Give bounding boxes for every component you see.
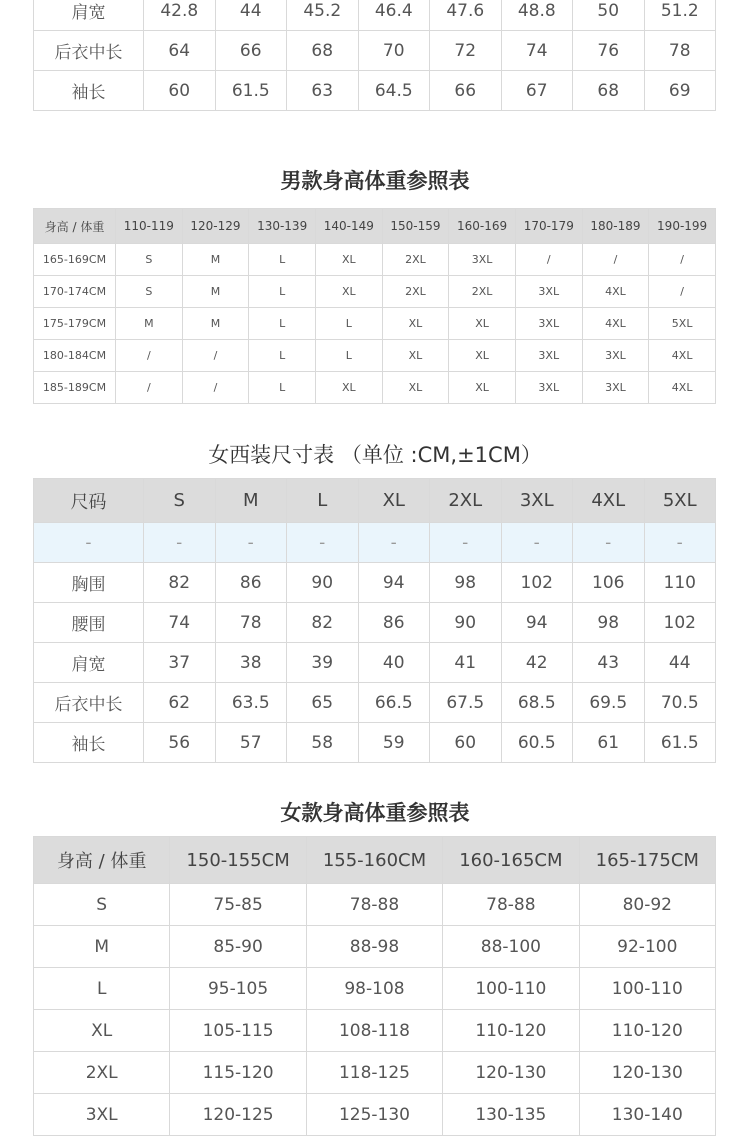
table-cell: XL: [382, 340, 449, 372]
row-label-cell: 身高 / 体重: [34, 209, 116, 244]
table-cell: 61.5: [215, 71, 287, 111]
row-label-cell: 185-189CM: [34, 372, 116, 404]
row-label-cell: 肩宽: [34, 0, 144, 31]
table-row: [34, 563, 716, 603]
table-cell: XL: [315, 244, 382, 276]
table-cell: 98-108: [306, 968, 442, 1010]
table-cell: -: [144, 523, 216, 563]
table-cell: /: [116, 372, 183, 404]
table-cell: 2XL: [382, 276, 449, 308]
row-label-cell: 180-184CM: [34, 340, 116, 372]
blank-row: [34, 523, 716, 563]
table-cell: 5XL: [649, 308, 716, 340]
table-cell: 82: [287, 603, 359, 643]
table-cell: 66: [430, 71, 502, 111]
table-cell: 2XL: [382, 244, 449, 276]
row-label-cell: 身高 / 体重: [34, 837, 170, 884]
table-row: [34, 0, 716, 31]
table-row: [34, 723, 716, 763]
table-cell: 63.5: [215, 683, 287, 723]
table-cell: 59: [358, 723, 430, 763]
table-cell: 63: [287, 71, 359, 111]
table-cell: 120-125: [170, 1094, 306, 1136]
row-label-cell: 袖长: [34, 71, 144, 111]
table-cell: 125-130: [306, 1094, 442, 1136]
table-cell: L: [249, 244, 316, 276]
table-cell: 130-139: [249, 209, 316, 244]
table-cell: 160-169: [449, 209, 516, 244]
table-cell: /: [182, 372, 249, 404]
table-cell: 75-85: [170, 884, 306, 926]
table-cell: 98: [573, 603, 645, 643]
table-cell: XL: [382, 372, 449, 404]
table-cell: 155-160CM: [306, 837, 442, 884]
table-row: [34, 643, 716, 683]
table-cell: 51.2: [644, 0, 716, 31]
table-cell: 61.5: [644, 723, 716, 763]
table-cell: 42: [501, 643, 573, 683]
row-label-cell: -: [34, 523, 144, 563]
table-cell: 85-90: [170, 926, 306, 968]
table-cell: 45.2: [287, 0, 359, 31]
table-cell: M: [182, 244, 249, 276]
table-cell: 110: [644, 563, 716, 603]
table-cell: 86: [358, 603, 430, 643]
table-cell: 115-120: [170, 1052, 306, 1094]
table-cell: 68.5: [501, 683, 573, 723]
table-cell: 3XL: [501, 479, 573, 523]
table-cell: 42.8: [144, 0, 216, 31]
table-cell: 110-120: [579, 1010, 715, 1052]
table-cell: L: [249, 276, 316, 308]
table-cell: /: [582, 244, 649, 276]
table-cell: -: [358, 523, 430, 563]
table-cell: L: [249, 372, 316, 404]
table-cell: 130-135: [443, 1094, 579, 1136]
row-label-cell: 袖长: [34, 723, 144, 763]
table-cell: 62: [144, 683, 216, 723]
table-cell: -: [644, 523, 716, 563]
table-cell: 56: [144, 723, 216, 763]
table-cell: 160-165CM: [443, 837, 579, 884]
table-row: [34, 968, 716, 1010]
table-cell: 90: [287, 563, 359, 603]
table-cell: 120-130: [443, 1052, 579, 1094]
table-cell: 57: [215, 723, 287, 763]
table-cell: /: [116, 340, 183, 372]
table-cell: 4XL: [649, 372, 716, 404]
row-label-cell: 2XL: [34, 1052, 170, 1094]
table-cell: 90: [430, 603, 502, 643]
table-cell: 3XL: [515, 276, 582, 308]
table-cell: 40: [358, 643, 430, 683]
table-cell: 60: [144, 71, 216, 111]
table-row: [34, 372, 716, 404]
header-row: [34, 837, 716, 884]
table-row: [34, 884, 716, 926]
table-cell: 150-159: [382, 209, 449, 244]
table-cell: 92-100: [579, 926, 715, 968]
table-cell: 105-115: [170, 1010, 306, 1052]
table-cell: 130-140: [579, 1094, 715, 1136]
table-cell: 180-189: [582, 209, 649, 244]
table-cell: 74: [501, 31, 573, 71]
table-row: [34, 1010, 716, 1052]
table-cell: 78-88: [306, 884, 442, 926]
table-cell: 46.4: [358, 0, 430, 31]
table-cell: L: [315, 308, 382, 340]
table-cell: 43: [573, 643, 645, 683]
table-cell: 67.5: [430, 683, 502, 723]
table-cell: 74: [144, 603, 216, 643]
header-row: [34, 209, 716, 244]
table-cell: M: [215, 479, 287, 523]
table-cell: 44: [215, 0, 287, 31]
table-row: [34, 308, 716, 340]
header-row: [34, 479, 716, 523]
table-cell: 47.6: [430, 0, 502, 31]
table-cell: 68: [287, 31, 359, 71]
table-cell: 70: [358, 31, 430, 71]
row-label-cell: S: [34, 884, 170, 926]
table-cell: 39: [287, 643, 359, 683]
table-cell: XL: [315, 276, 382, 308]
row-label-cell: 175-179CM: [34, 308, 116, 340]
table-cell: 48.8: [501, 0, 573, 31]
table-cell: 4XL: [582, 276, 649, 308]
table-cell: 4XL: [573, 479, 645, 523]
women-suit-size-title: 女西装尺寸表 （单位 :CM,±1CM）: [208, 443, 542, 467]
table-cell: 102: [501, 563, 573, 603]
women-suit-size-table: [33, 478, 716, 763]
table-cell: /: [649, 244, 716, 276]
table-cell: XL: [449, 340, 516, 372]
row-label-cell: 尺码: [34, 479, 144, 523]
men-height-weight-title: 男款身高体重参照表: [280, 169, 470, 193]
table-cell: 61: [573, 723, 645, 763]
table-cell: 78-88: [443, 884, 579, 926]
table-row: [34, 926, 716, 968]
table-cell: 65: [287, 683, 359, 723]
table-cell: 66: [215, 31, 287, 71]
table-cell: 150-155CM: [170, 837, 306, 884]
table-cell: 5XL: [644, 479, 716, 523]
table-cell: 88-98: [306, 926, 442, 968]
table-cell: 98: [430, 563, 502, 603]
table-cell: 69: [644, 71, 716, 111]
table-cell: 190-199: [649, 209, 716, 244]
table-cell: 58: [287, 723, 359, 763]
table-cell: 2XL: [449, 276, 516, 308]
table-row: [34, 31, 716, 71]
table-cell: XL: [315, 372, 382, 404]
table-cell: 67: [501, 71, 573, 111]
table-cell: 60: [430, 723, 502, 763]
table-row: [34, 244, 716, 276]
table-cell: 102: [644, 603, 716, 643]
table-cell: 76: [573, 31, 645, 71]
row-label-cell: 后衣中长: [34, 31, 144, 71]
row-label-cell: 170-174CM: [34, 276, 116, 308]
row-label-cell: XL: [34, 1010, 170, 1052]
table-cell: L: [249, 308, 316, 340]
table-cell: 72: [430, 31, 502, 71]
row-label-cell: L: [34, 968, 170, 1010]
table-cell: 64.5: [358, 71, 430, 111]
table-row: [34, 1052, 716, 1094]
table-cell: 100-110: [443, 968, 579, 1010]
table-cell: L: [315, 340, 382, 372]
table-cell: 170-179: [515, 209, 582, 244]
table-cell: S: [116, 276, 183, 308]
row-label-cell: 肩宽: [34, 643, 144, 683]
table-cell: -: [287, 523, 359, 563]
table-cell: XL: [449, 308, 516, 340]
table-cell: 4XL: [582, 308, 649, 340]
table-cell: XL: [449, 372, 516, 404]
table-cell: XL: [382, 308, 449, 340]
women-height-weight-table: [33, 836, 716, 1136]
table-cell: L: [249, 340, 316, 372]
table-cell: 2XL: [430, 479, 502, 523]
table-cell: 88-100: [443, 926, 579, 968]
table-cell: 3XL: [515, 308, 582, 340]
table-cell: 78: [644, 31, 716, 71]
row-label-cell: 腰围: [34, 603, 144, 643]
row-label-cell: 后衣中长: [34, 683, 144, 723]
table-cell: 3XL: [515, 340, 582, 372]
table-cell: 44: [644, 643, 716, 683]
table-cell: 110-120: [443, 1010, 579, 1052]
table-row: [34, 71, 716, 111]
table-cell: 41: [430, 643, 502, 683]
table-cell: -: [215, 523, 287, 563]
table-cell: /: [649, 276, 716, 308]
table-cell: 95-105: [170, 968, 306, 1010]
table-cell: 3XL: [582, 340, 649, 372]
row-label-cell: 胸围: [34, 563, 144, 603]
table-cell: 86: [215, 563, 287, 603]
row-label-cell: 165-169CM: [34, 244, 116, 276]
table-cell: 68: [573, 71, 645, 111]
table-cell: /: [515, 244, 582, 276]
table-row: [34, 603, 716, 643]
table-cell: /: [182, 340, 249, 372]
table-cell: M: [116, 308, 183, 340]
table-cell: 165-175CM: [579, 837, 715, 884]
table-cell: M: [182, 276, 249, 308]
table-cell: -: [501, 523, 573, 563]
table-cell: 108-118: [306, 1010, 442, 1052]
table-cell: S: [116, 244, 183, 276]
table-row: [34, 340, 716, 372]
table-row: [34, 1094, 716, 1136]
table-cell: 80-92: [579, 884, 715, 926]
table-cell: 106: [573, 563, 645, 603]
table-cell: 70.5: [644, 683, 716, 723]
table-cell: 120-129: [182, 209, 249, 244]
table-cell: 82: [144, 563, 216, 603]
table-cell: 78: [215, 603, 287, 643]
row-label-cell: 3XL: [34, 1094, 170, 1136]
table-cell: 4XL: [649, 340, 716, 372]
table-cell: M: [182, 308, 249, 340]
table-cell: 64: [144, 31, 216, 71]
men-suit-size-table: [33, 0, 716, 111]
table-cell: 60.5: [501, 723, 573, 763]
table-cell: 3XL: [582, 372, 649, 404]
table-cell: 50: [573, 0, 645, 31]
table-cell: 94: [358, 563, 430, 603]
table-cell: 3XL: [449, 244, 516, 276]
table-row: [34, 276, 716, 308]
table-cell: 37: [144, 643, 216, 683]
table-cell: S: [144, 479, 216, 523]
row-label-cell: M: [34, 926, 170, 968]
table-cell: 100-110: [579, 968, 715, 1010]
table-cell: 66.5: [358, 683, 430, 723]
table-cell: -: [573, 523, 645, 563]
table-cell: 118-125: [306, 1052, 442, 1094]
table-cell: 3XL: [515, 372, 582, 404]
table-cell: 140-149: [315, 209, 382, 244]
women-height-weight-title: 女款身高体重参照表: [280, 801, 470, 825]
table-cell: XL: [358, 479, 430, 523]
table-cell: 38: [215, 643, 287, 683]
table-cell: L: [287, 479, 359, 523]
table-cell: 110-119: [116, 209, 183, 244]
table-cell: 120-130: [579, 1052, 715, 1094]
table-cell: -: [430, 523, 502, 563]
men-height-weight-table: [33, 208, 716, 404]
table-row: [34, 683, 716, 723]
table-cell: 69.5: [573, 683, 645, 723]
table-cell: 94: [501, 603, 573, 643]
